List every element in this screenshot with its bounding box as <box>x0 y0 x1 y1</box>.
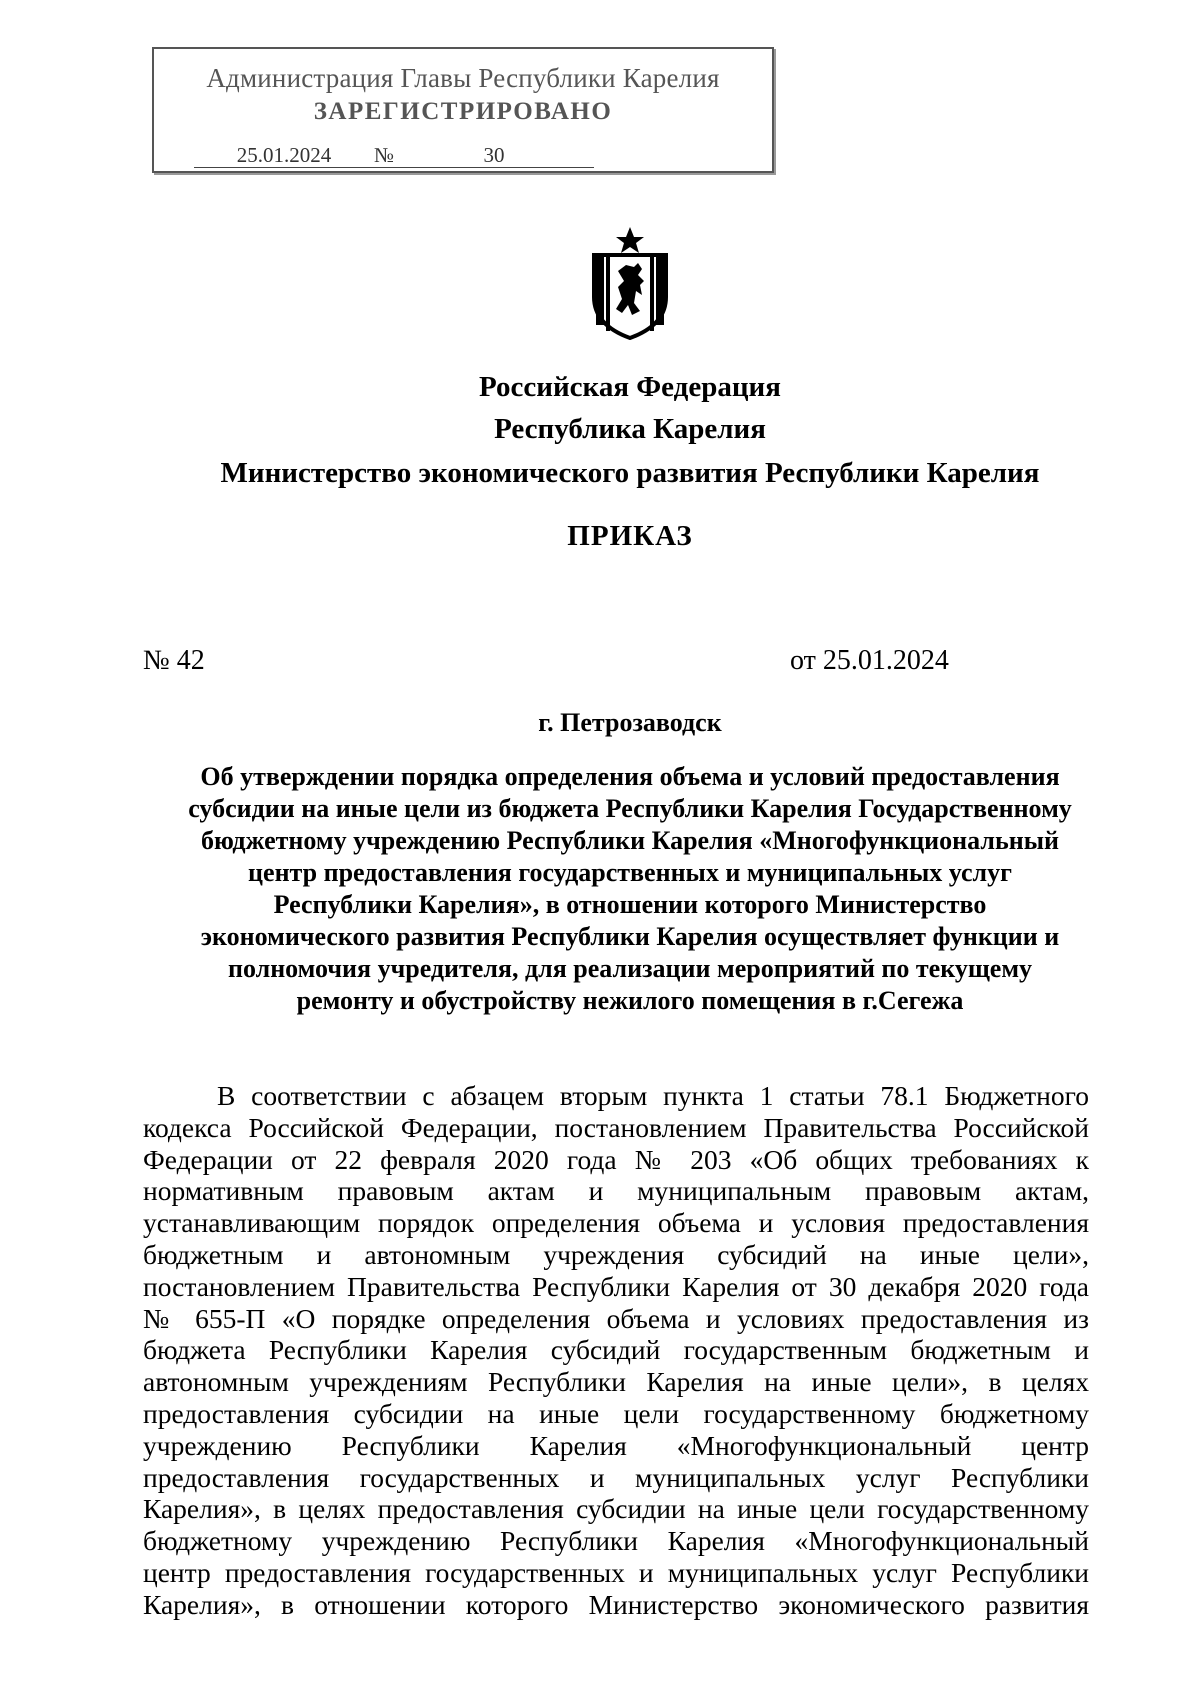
stamp-registration-line <box>194 143 594 168</box>
header-ministry: Министерство экономического развития Республики Карелия <box>220 457 1040 489</box>
body-line: устанавливающим порядок определения объема и условия предоставления <box>143 1207 1089 1239</box>
header-country: Российская Федерация <box>479 371 781 403</box>
body-line: бюджетным и автономным учреждения субсидий на иные цели», <box>143 1238 1089 1270</box>
body-line: Карелия», в отношении которого Министерство экономического развития <box>143 1588 1089 1620</box>
title-line: Об утверждении порядка определения объема и условий предоставления <box>200 762 1060 791</box>
body-line: постановлением Правительства Республики Карелия от 30 декабря 2020 года <box>143 1270 1089 1302</box>
body-line: кодекса Российской Федерации, постановлением Правительства Российской <box>143 1111 1089 1143</box>
body-line: центр предоставления государственных и муниципальных услуг Республики <box>143 1556 1089 1588</box>
title-line: субсидии на иные цели из бюджета Республики Карелия Государственному <box>188 794 1072 823</box>
order-title <box>140 761 1120 1017</box>
body-line: автономным учреждениям Республики Карелия на иные цели», в целях <box>143 1366 1089 1398</box>
body-line: бюджетному учреждению Республики Карелия «Многофункциональный <box>143 1525 1089 1557</box>
karelia-coat-of-arms-icon <box>588 225 672 340</box>
body-line: № 655-П «О порядке определения объема и условиях предоставления из <box>143 1302 1089 1334</box>
stamp-registered-label: ЗАРЕГИСТРИРОВАНО <box>313 98 613 125</box>
body-line: предоставления государственных и муниципальных услуг Республики <box>143 1461 1089 1493</box>
order-city: г. Петрозаводск <box>538 708 722 737</box>
stamp-date: 25.01.2024 <box>194 143 374 168</box>
order-body <box>143 1080 1089 1621</box>
body-line: предоставления субсидии на иные цели государственному бюджетному <box>143 1397 1089 1429</box>
body-line: Карелия», в целях предоставления субсидии на иные цели государственному <box>143 1493 1089 1525</box>
body-line: учреждению Республики Карелия «Многофункциональный центр <box>143 1429 1089 1461</box>
header-region: Республика Карелия <box>494 413 766 445</box>
order-date: от 25.01.2024 <box>790 645 949 676</box>
registration-stamp <box>152 47 774 173</box>
title-line: Республики Карелия», в отношении которого Министерство <box>273 890 987 919</box>
title-line: центр предоставления государственных и муниципальных услуг <box>248 858 1012 887</box>
stamp-number: 30 <box>394 143 594 168</box>
title-line: полномочия учредителя, для реализации мероприятий по текущему <box>227 954 1033 983</box>
title-line: ремонту и обустройству нежилого помещения в г.Сегежа <box>296 986 964 1015</box>
order-number: № 42 <box>143 645 205 676</box>
body-line: бюджета Республики Карелия субсидий государственным бюджетным и <box>143 1334 1089 1366</box>
body-line: Федерации от 22 февраля 2020 года № 203 «Об общих требованиях к <box>143 1143 1089 1175</box>
title-line: бюджетному учреждению Республики Карелия «Многофункциональный <box>201 826 1059 855</box>
body-line: В соответствии с абзацем вторым пункта 1 статьи 78.1 Бюджетного <box>217 1080 1089 1111</box>
body-line: нормативным правовым актам и муниципальным правовым актам, <box>143 1175 1089 1207</box>
title-line: экономического развития Республики Карелия осуществляет функции и <box>200 922 1060 951</box>
document-type: ПРИКАЗ <box>567 520 693 552</box>
stamp-number-sign: № <box>374 143 395 167</box>
stamp-authority: Администрация Главы Республики Карелия <box>206 63 720 93</box>
